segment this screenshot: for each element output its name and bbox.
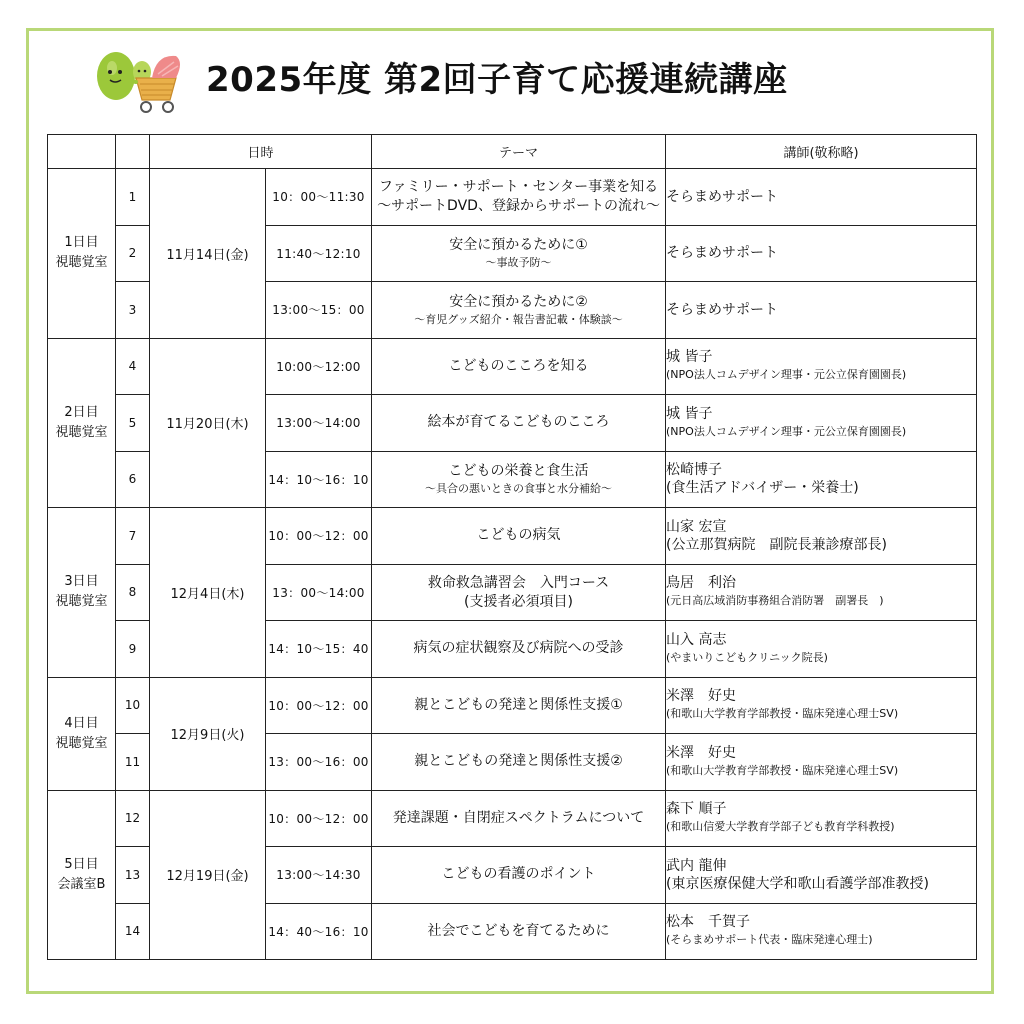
lecturer-name: 鳥居 利治 (666, 575, 737, 592)
date-cell: 12月9日(火) (150, 677, 266, 790)
day-label: 5日目 (64, 856, 99, 872)
lecturer-cell (666, 225, 977, 282)
session-number: 2 (116, 225, 150, 282)
lecturer-cell (666, 395, 977, 452)
theme-cell (372, 282, 666, 339)
theme-title: 親とこどもの発達と関係性支援① (414, 696, 623, 713)
theme-cell (372, 564, 666, 621)
time-cell: 11:40～12:10 (266, 225, 372, 282)
lecturer-cell (666, 621, 977, 678)
time-cell: 13:00～14:30 (266, 847, 372, 904)
theme-cell (372, 451, 666, 508)
time-cell: 13:00～14:00 (266, 395, 372, 452)
session-number: 12 (116, 790, 150, 847)
page-title: 2025年度 第2回子育て応援連続講座 (206, 60, 788, 100)
room-label: 視聴覚室 (55, 594, 108, 610)
day-cell (48, 338, 116, 508)
lecturer-name: 山入 高志 (666, 631, 727, 648)
room-label: 会議室B (57, 876, 106, 892)
lecturer-affiliation: (そらまめサポート代表・臨床発達心理士) (666, 933, 873, 947)
lecturer-name: 山家 宏宣 (666, 518, 727, 535)
session-number: 6 (116, 451, 150, 508)
time-cell: 10：00～12：00 (266, 508, 372, 565)
theme-cell (372, 508, 666, 565)
theme-title: 安全に預かるために② (449, 293, 588, 310)
lecturer-affiliation: (やまいりこどもクリニック院長) (666, 650, 828, 664)
date-cell: 12月4日(木) (150, 508, 266, 678)
lecturer-name: 城 皆子 (666, 349, 713, 366)
schedule-table (47, 134, 977, 960)
lecturer-name: 城 皆子 (666, 405, 713, 422)
session-number: 9 (116, 621, 150, 678)
lecturer-affiliation: (和歌山大学教育学部教授・臨床発達心理士SV) (666, 763, 899, 777)
theme-cell (372, 734, 666, 791)
lecturer-cell (666, 282, 977, 339)
header-theme: テーマ (372, 135, 666, 169)
lecturer-name: 森下 順子 (666, 801, 727, 818)
lecturer-cell (666, 338, 977, 395)
lecturer-name: そらまめサポート (666, 245, 779, 262)
lecturer-name: 松崎博子 (666, 462, 723, 479)
lecturer-name: 武内 龍伸 (666, 857, 727, 874)
theme-cell (372, 225, 666, 282)
lecturer-name: 米澤 好史 (666, 744, 737, 761)
lecturer-affiliation: (NPO法人コムデザイン理事・元公立保育園園長) (666, 424, 907, 438)
session-number: 7 (116, 508, 150, 565)
table-row (48, 508, 977, 565)
day-cell (48, 169, 116, 339)
lecturer-cell (666, 508, 977, 565)
day-cell (48, 508, 116, 678)
lecturer-affiliation: (和歌山信愛大学教育学部子ども教育学科教授) (666, 820, 895, 834)
table-row (48, 338, 977, 395)
room-label: 視聴覚室 (55, 424, 108, 440)
lecturer-name: そらまめサポート (666, 188, 779, 205)
header-lecturer: 講師(敬称略) (666, 135, 977, 169)
theme-title: 親とこどもの発達と関係性支援② (414, 753, 623, 770)
theme-cell (372, 847, 666, 904)
theme-cell (372, 677, 666, 734)
session-number: 8 (116, 564, 150, 621)
date-cell: 12月19日(金) (150, 790, 266, 960)
theme-title: 発達課題・自閉症スペクトラムについて (392, 809, 645, 826)
lecturer-cell (666, 564, 977, 621)
lecturer-cell (666, 734, 977, 791)
lecturer-cell (666, 169, 977, 226)
theme-cell (372, 903, 666, 960)
header-datetime: 日時 (150, 135, 372, 169)
lecturer-cell (666, 451, 977, 508)
table-row (48, 169, 977, 226)
theme-cell (372, 338, 666, 395)
lecturer-affiliation: (公立那賀病院 副院長兼診療部長) (666, 536, 887, 553)
time-cell: 13：00～14:00 (266, 564, 372, 621)
theme-title: こどもの看護のポイント (441, 866, 596, 883)
session-number: 14 (116, 903, 150, 960)
theme-title: 病気の症状観察及び病院への受診 (413, 640, 624, 657)
time-cell: 13：00～16：00 (266, 734, 372, 791)
day-label: 4日目 (64, 715, 99, 731)
session-number: 11 (116, 734, 150, 791)
session-number: 5 (116, 395, 150, 452)
theme-subtitle: (支援者必須項目) (464, 593, 573, 610)
time-cell: 10：00～11:30 (266, 169, 372, 226)
day-cell (48, 677, 116, 790)
lecturer-affiliation: (和歌山大学教育学部教授・臨床発達心理士SV) (666, 707, 899, 721)
lecturer-affiliation: (NPO法人コムデザイン理事・元公立保育園園長) (666, 368, 907, 382)
time-cell: 14：40～16：10 (266, 903, 372, 960)
theme-title: ファミリー・サポート・センター事業を知る～サポートDVD、登録からサポートの流れ～ (377, 178, 660, 214)
time-cell: 10:00～12:00 (266, 338, 372, 395)
day-label: 3日目 (64, 574, 99, 590)
room-label: 視聴覚室 (55, 255, 108, 271)
time-cell: 14：10～16：10 (266, 451, 372, 508)
session-number: 1 (116, 169, 150, 226)
session-number: 13 (116, 847, 150, 904)
sorame-mascot-logo (92, 44, 188, 118)
theme-cell (372, 790, 666, 847)
theme-cell (372, 169, 666, 226)
lecturer-affiliation: (元日高広域消防事務組合消防署 副署長 ) (666, 594, 884, 608)
lecturer-affiliation: (食生活アドバイザー・栄養士) (666, 480, 859, 497)
theme-cell (372, 621, 666, 678)
theme-subtitle: ～具合の悪いときの食事と水分補給～ (425, 482, 613, 496)
time-cell: 10：00～12：00 (266, 790, 372, 847)
theme-title: 絵本が育てるこどものこころ (427, 414, 610, 431)
time-cell: 10：00～12：00 (266, 677, 372, 734)
lecturer-affiliation: (東京医療保健大学和歌山看護学部准教授) (666, 875, 929, 892)
room-label: 視聴覚室 (55, 735, 108, 751)
time-cell: 13:00～15：00 (266, 282, 372, 339)
table-row (48, 677, 977, 734)
table-row (48, 790, 977, 847)
day-cell (48, 790, 116, 960)
lecturer-cell (666, 903, 977, 960)
theme-subtitle: ～事故予防～ (485, 256, 552, 270)
lecturer-name: そらまめサポート (666, 301, 779, 318)
theme-title: こどもの栄養と食生活 (448, 463, 589, 480)
lecturer-name: 米澤 好史 (666, 688, 737, 705)
theme-title: 救命救急講習会 入門コース (427, 574, 610, 591)
day-label: 1日目 (64, 235, 99, 251)
theme-title: こどもの病気 (476, 527, 561, 544)
theme-subtitle: ～育児グッズ紹介・報告書記載・体験談～ (414, 312, 623, 326)
theme-title: 安全に預かるために① (449, 237, 588, 254)
theme-title: こどものこころを知る (448, 357, 589, 374)
header-row (48, 135, 977, 169)
date-cell: 11月20日(木) (150, 338, 266, 508)
date-cell: 11月14日(金) (150, 169, 266, 339)
header-blank (48, 135, 116, 169)
session-number: 10 (116, 677, 150, 734)
lecturer-cell (666, 847, 977, 904)
theme-cell (372, 395, 666, 452)
day-label: 2日目 (64, 404, 99, 420)
session-number: 3 (116, 282, 150, 339)
session-number: 4 (116, 338, 150, 395)
lecturer-cell (666, 677, 977, 734)
lecturer-name: 松本 千賀子 (666, 914, 751, 931)
lecturer-cell (666, 790, 977, 847)
time-cell: 14：10～15：40 (266, 621, 372, 678)
theme-title: 社会でこどもを育てるために (427, 922, 610, 939)
